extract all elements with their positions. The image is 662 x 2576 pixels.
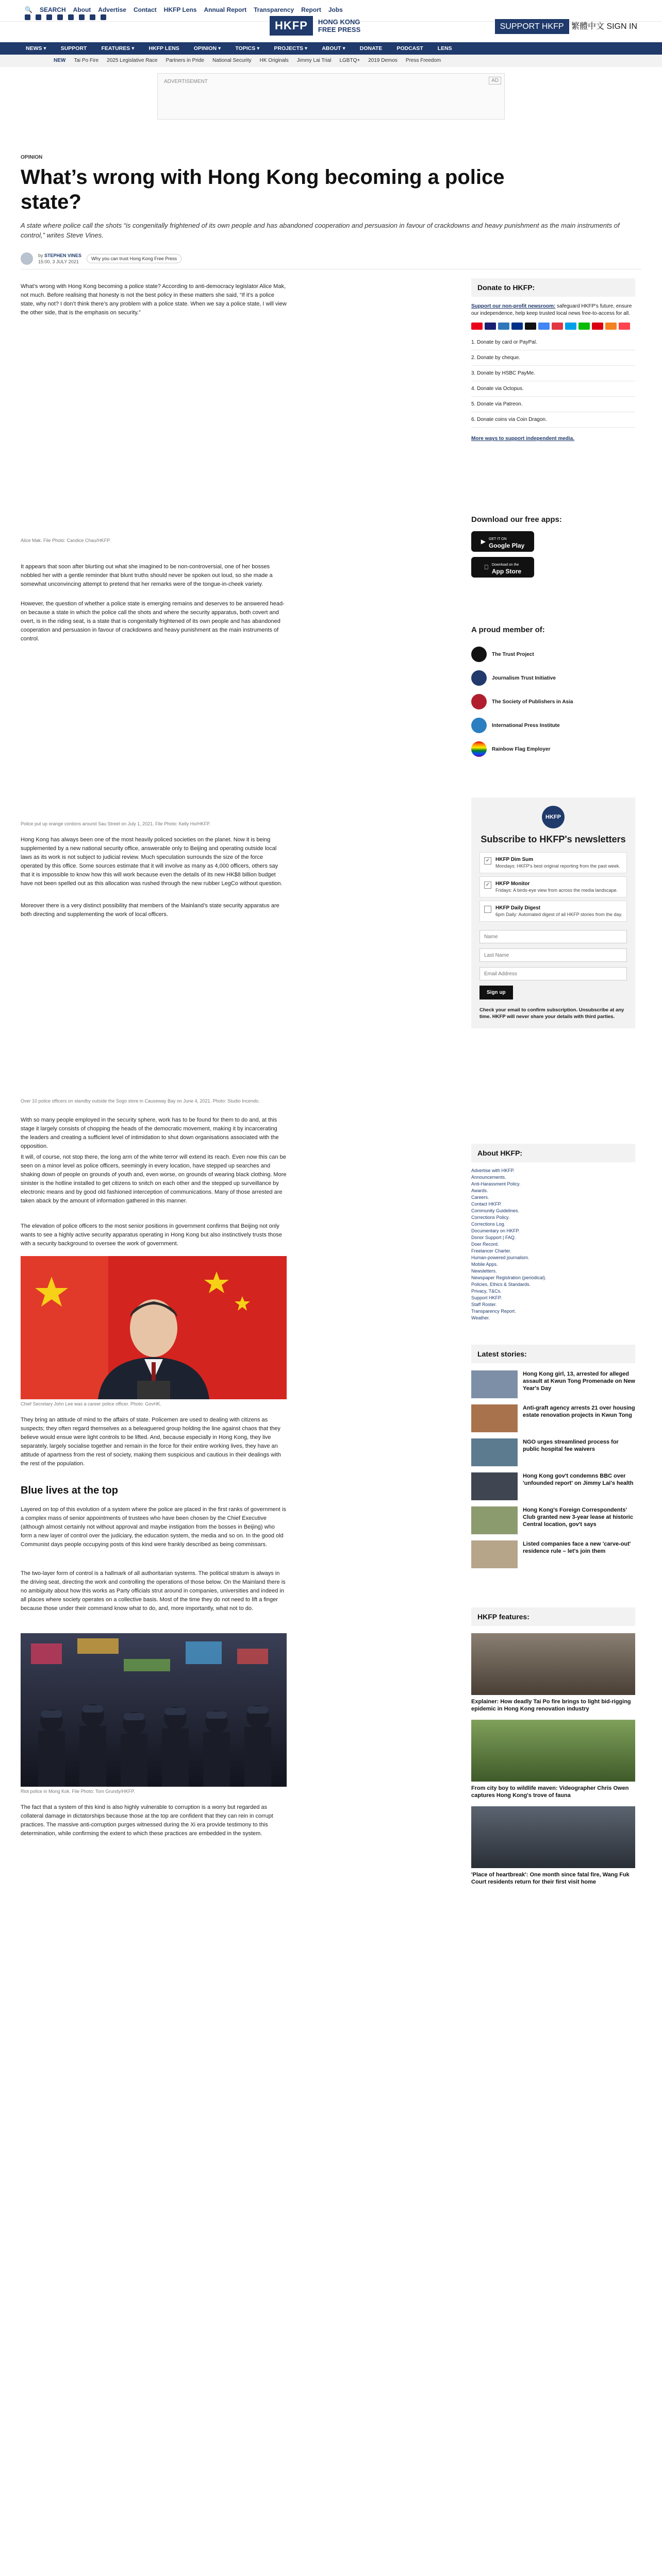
utility-link-annual-report[interactable]: Annual Report — [204, 6, 247, 13]
article-paragraph: The elevation of police officers to the most senior positions in government confirms that Beijing not only wants to see a highly active security apparatus operating in Hong Kong but also instinctively trusts those with a security background to oversee the work of government. — [21, 1223, 282, 1247]
story-title[interactable]: Hong Kong girl, 13, arrested for alleged assault at Kwun Tong Promenade on New Year's Day — [523, 1371, 635, 1392]
twitter-icon[interactable] — [25, 14, 30, 20]
logo-line-2: FREE PRESS — [318, 26, 361, 33]
advertisement-banner[interactable] — [157, 73, 505, 120]
photo-police-standby — [21, 928, 287, 1096]
byline-by: by — [38, 253, 43, 258]
apple-pay-icon — [525, 323, 536, 330]
unionpay-icon — [552, 323, 563, 330]
nav-about[interactable]: ABOUT ▾ — [322, 45, 345, 52]
newsletter-note: Check your email to confirm subscription. Unsubscribe at any time. HKFP will never share your details with third parties. — [479, 1007, 624, 1020]
story-thumbnail — [471, 1404, 518, 1432]
trust-project-icon — [471, 647, 487, 662]
article-paragraph: Moreover there is a very distinct possibility that members of the Mainland’s state security apparatus are both directing and supplementing the work of local officers. — [21, 903, 279, 918]
newsletter-desc: Fridays: A birds-eye view from across the media landscape. — [495, 888, 618, 893]
photo-caption: Police put up orange cordons around Sau Street on July 1, 2021. File Photo: Kelly Ho/HKFP. — [21, 821, 211, 826]
latest-story[interactable] — [471, 1506, 635, 1534]
about-link[interactable]: Mobile Apps. — [471, 1262, 498, 1267]
newsletter-option-monitor[interactable] — [479, 876, 627, 897]
instagram-icon[interactable] — [46, 14, 52, 20]
member-name: The Trust Project — [492, 651, 534, 657]
octopus-icon — [605, 323, 617, 330]
donate-option[interactable]: 2. Donate by cheque. — [471, 350, 635, 366]
photo-caption: Alice Mak. File Photo: Candice Chau/HKFP. — [21, 538, 111, 543]
member-rainbow[interactable] — [471, 737, 635, 761]
article-paragraph: They bring an attitude of mind to the affairs of state. Policemen are used to dealing with citizens as suspects; they often regard themselves as a beleaguered group holding the line against chaos that they believe would ensue were light controls to be lifted. And, because especially in Hong Kong, they live separately, largely socialise together and remain in the force for their entire working lives, they have an attitude of apartness from the rest of society, making them suspicious and cautious in their dealings with the rest of the population. — [21, 1417, 281, 1467]
checkbox[interactable] — [484, 906, 491, 913]
nav-features[interactable]: FEATURES ▾ — [101, 45, 135, 52]
newsletter-name: HKFP Dim Sum — [495, 857, 534, 862]
mastercard-icon — [471, 323, 483, 330]
donate-intro-text: safeguard HKFP's future, ensure our independence, help keep trusted local news free-to-access for all. — [471, 303, 632, 316]
latest-story[interactable] — [471, 1540, 635, 1568]
article-paragraph: It will, of course, not stop there, the long arm of the white terror will extend its reach. Even now this can be seen on a minor level as police officers, seemingly in every location, have stepped up searches and shaking down of people on grounds of youth and, even worse, on grounds of wearing black clothing. More sinister is the hotline installed to get citizens to snitch on each other and the stepped up surveillance by electronic means and by good old fashioned interception of communications. Many of those arrested are taken aback by the amount of information gathered in this manner. — [21, 1154, 287, 1204]
about-link[interactable]: Doer Record. — [471, 1242, 499, 1247]
member-ipi[interactable] — [471, 714, 635, 737]
nav-projects[interactable]: PROJECTS ▾ — [274, 45, 308, 52]
app-store-text — [489, 561, 521, 575]
features-heading: HKFP features: — [471, 1607, 635, 1626]
google-play-small: GET IT ON — [488, 537, 507, 541]
search-icon[interactable]: 🔍 — [25, 6, 32, 13]
about-widget — [471, 1144, 635, 1321]
utility-link-advertise[interactable]: Advertise — [98, 6, 126, 13]
about-link[interactable]: Human-powered journalism. — [471, 1255, 529, 1260]
trending-label: NEW — [54, 58, 66, 63]
member-sopa[interactable] — [471, 690, 635, 714]
member-name: Rainbow Flag Employer — [492, 746, 551, 752]
about-heading: About HKFP: — [471, 1144, 635, 1162]
rainbow-flag-icon — [471, 741, 487, 757]
ad-tag: AD — [489, 77, 501, 84]
apps-widget — [471, 515, 635, 578]
utility-link-transparency[interactable]: Transparency — [254, 6, 294, 13]
latest-story[interactable] — [471, 1438, 635, 1466]
photo-alice-mak-art — [21, 326, 287, 544]
newsletter-widget — [471, 798, 635, 1028]
nav-donate[interactable]: DONATE — [359, 45, 383, 52]
ad-label: ADVERTISEMENT — [164, 79, 208, 84]
story-thumbnail — [471, 1506, 518, 1534]
newsletter-logo — [479, 806, 627, 828]
newsletter-name: HKFP Monitor — [495, 881, 530, 887]
linkedin-icon[interactable] — [68, 14, 74, 20]
about-link[interactable]: Support HKFP. — [471, 1295, 502, 1300]
checkbox[interactable]: ✓ — [484, 857, 491, 865]
payme-icon — [592, 323, 603, 330]
about-link[interactable]: Community Guidelines. — [471, 1208, 520, 1213]
nav-news[interactable]: NEWS ▾ — [26, 45, 46, 52]
nav-podcast[interactable]: PODCAST — [396, 45, 423, 52]
about-link[interactable]: Weather. — [471, 1315, 490, 1320]
about-link[interactable]: Contact HKFP. — [471, 1201, 502, 1207]
donate-option[interactable]: 5. Donate via Patreon. — [471, 397, 635, 412]
article-paragraph: Hong Kong has always been one of the most heavily policed societies on the planet. Now it is being supplemented by a new national security office, answerable only to Beijing and operating outside local laws as its work is not subject to judicial review. Much speculation surrounds the size of the force operated by this office. Some sources estimate that it will involve as many as 4,000 officers, others say that it is impossible to know how this will work because even the details of its new HK$8 billion budget have not been spelled out as this allocation was rushed through the new rubber LegCo without question. — [21, 837, 283, 887]
story-thumbnail — [471, 1472, 518, 1500]
apps-heading: Download our free apps: — [471, 515, 562, 524]
youtube-icon[interactable] — [57, 14, 63, 20]
trending-link[interactable]: HK Originals — [259, 58, 289, 63]
trending-link[interactable]: 2025 Legislative Race — [107, 58, 158, 63]
about-link[interactable]: Donor Support | FAQ. — [471, 1235, 516, 1240]
alipay-icon — [565, 323, 576, 330]
photo-caption: Riot police in Mong Kok. File Photo: Tom Grundy/HKFP. — [21, 1789, 135, 1794]
photo-caption: Chief Secretary John Lee was a career police officer. Photo: GovHK. — [21, 1401, 161, 1406]
play-icon: ▶ — [481, 538, 486, 545]
nav-hkfp-lens[interactable]: HKFP LENS — [148, 45, 179, 52]
nav-opinion[interactable]: OPINION ▾ — [193, 45, 221, 52]
checkbox[interactable]: ✓ — [484, 882, 491, 889]
utility-link-contact[interactable]: Contact — [133, 6, 157, 13]
about-link[interactable]: Policies, Ethics & Standards. — [471, 1282, 531, 1287]
utility-link-about[interactable]: About — [73, 6, 91, 13]
about-link[interactable]: Awards. — [471, 1188, 488, 1193]
newsletter-option-daily-digest[interactable] — [479, 901, 627, 922]
about-link[interactable]: Corrections Policy. — [471, 1215, 510, 1220]
last-name-field[interactable] — [479, 948, 627, 962]
feature-title[interactable]: Explainer: How deadly Tai Po fire brings to light bid-rigging epidemic in Hong Kong renovation industry — [471, 1699, 631, 1712]
mastodon-icon[interactable] — [90, 14, 95, 20]
logo-line-1: HONG KONG — [318, 18, 360, 26]
support-button[interactable]: SUPPORT HKFP — [495, 19, 569, 34]
main-nav — [0, 42, 662, 55]
email-field[interactable] — [479, 967, 627, 980]
sign-in-link[interactable]: SIGN IN — [606, 22, 637, 31]
donate-options — [471, 335, 635, 428]
trending-link[interactable]: LGBTQ+ — [339, 58, 360, 63]
about-link[interactable]: Transparency Report. — [471, 1309, 516, 1314]
about-link[interactable]: Anti-Harassment Policy. — [471, 1181, 521, 1187]
about-link[interactable]: Privacy, T&Cs. — [471, 1289, 502, 1294]
donate-intro — [471, 303, 635, 317]
photo-john-lee-art — [21, 1256, 287, 1399]
photo-riot-police — [21, 1633, 287, 1787]
about-link[interactable]: Staff Roster. — [471, 1302, 497, 1307]
patreon-icon — [619, 323, 630, 330]
member-jti[interactable] — [471, 666, 635, 690]
photo-alice-mak — [21, 326, 287, 544]
donate-widget — [471, 278, 635, 442]
trending-link[interactable]: 2019 Demos — [368, 58, 398, 63]
search-link[interactable]: SEARCH — [39, 6, 66, 13]
trending-link[interactable]: National Security — [212, 58, 252, 63]
article-subhead: Blue lives at the top — [21, 1485, 118, 1496]
photo-riot-police-art — [21, 1633, 287, 1787]
signup-button[interactable]: Sign up — [479, 986, 513, 999]
article-paragraph: Layered on top of this evolution of a system where the police are placed in the first ranks of government is a complex mass of senior appointments of trustees who have been chosen by the Chief Executive (although almost certainly not without approval and maybe instigation from the bosses in Beijing) who form a new layer of control over the judiciary, the education system, the media and so on. In the good old Communist days people occupying posts of this kind were frankly described as being commissars. — [21, 1506, 286, 1548]
rss-icon[interactable] — [101, 14, 106, 20]
latest-story[interactable] — [471, 1370, 635, 1398]
about-link[interactable]: Announcements. — [471, 1175, 506, 1180]
about-link[interactable]: Newspaper Registration (periodical). — [471, 1275, 547, 1280]
site-logo[interactable] — [270, 14, 392, 37]
about-link[interactable]: Corrections Log. — [471, 1222, 506, 1227]
app-store-label: App Store — [489, 567, 519, 575]
visa-icon — [485, 323, 496, 330]
utility-link-lens[interactable]: HKFP Lens — [163, 6, 197, 13]
trending-link[interactable]: Tai Po Fire — [74, 58, 99, 63]
donate-option[interactable]: 3. Donate by HSBC PayMe. — [471, 366, 635, 381]
google-play-text — [489, 535, 524, 549]
latest-story[interactable] — [471, 1404, 635, 1432]
about-links — [471, 1167, 635, 1321]
trending-link[interactable]: Jimmy Lai Trial — [296, 58, 332, 63]
paypal-icon — [511, 323, 523, 330]
hkfp-badge: HKFP — [542, 806, 565, 828]
name-field[interactable] — [479, 930, 627, 943]
trust-badge[interactable]: Why you can trust Hong Kong Free Press — [87, 254, 181, 263]
language-link[interactable]: 繁體中文 — [571, 22, 604, 31]
author-avatar — [21, 252, 33, 265]
member-name: The Society of Publishers in Asia — [492, 699, 573, 705]
app-store-small: Download on the — [489, 563, 517, 567]
utility-link-report[interactable]: Report — [301, 6, 321, 13]
about-link[interactable]: Newsletters. — [471, 1268, 497, 1274]
story-title[interactable]: Hong Kong's Foreign Correspondents' Club granted new 3-year lease at historic Central location, gov't says — [523, 1507, 633, 1528]
donate-option[interactable]: 4. Donate via Octopus. — [471, 381, 635, 397]
byline-text — [38, 252, 81, 265]
story-title[interactable]: Anti-graft agency arrests 21 over housing estate renovation projects in Kwun Tong — [523, 1405, 635, 1418]
article-paragraph: The two-layer form of control is a hallmark of all authoritarian systems. The political stratum is always in the driving seat, directing the work and controlling the operations of those below. On the Mainland there is no ambiguity about how this works as Party officials strut around in companies, universities and indeed in all places where society operates on a collective basis. Most of the time they do not need to lift a finger because those under their command know what to do, and, more importantly, what not to do. — [21, 1570, 286, 1612]
trending-bar — [0, 55, 662, 67]
newsletter-desc: Mondays: HKFP's best original reporting from the past week. — [495, 863, 620, 869]
donate-option[interactable]: 6. Donate coins via Coin Dragon. — [471, 412, 635, 428]
more-ways-link[interactable]: More ways to support independent media. — [471, 436, 575, 442]
latest-story[interactable] — [471, 1472, 635, 1500]
photo-police-standby-art — [21, 928, 287, 1096]
story-title[interactable]: Listed companies face a new 'carve-out' residence rule – let's join them — [523, 1541, 631, 1554]
member-name: Journalism Trust Initiative — [492, 675, 556, 681]
app-store-button[interactable] — [471, 557, 534, 578]
newsletter-name: HKFP Daily Digest — [495, 905, 541, 911]
google-pay-icon — [538, 323, 550, 330]
nav-topics[interactable]: TOPICS ▾ — [235, 45, 260, 52]
latest-heading: Latest stories: — [471, 1345, 635, 1363]
article-paragraph: However, the question of whether a police state is emerging remains and deserves to be answered head-on because a state in which the police call the shots and where the security apparatus, both covert and overt, is in the riding seat, is a state that is congenitally frightened of its own people and has abandoned cooperation and persuasion in favour of crackdowns and heavy punishment as the main instruments of control. — [21, 601, 285, 642]
story-thumbnail — [471, 1540, 518, 1568]
photo-police-cordons — [21, 664, 287, 818]
telegram-icon[interactable] — [79, 14, 85, 20]
feature-title[interactable]: From city boy to wildlife maven: Videographer Chris Owen captures Hong Kong's trove of fauna — [471, 1785, 629, 1799]
feature-image — [471, 1806, 635, 1868]
publish-date: 15:00, 3 JULY 2021 — [38, 259, 79, 264]
newsletter-option-dim-sum[interactable] — [479, 852, 627, 873]
feature-story[interactable] — [471, 1633, 635, 1713]
jti-icon — [471, 670, 487, 686]
article-paragraph: With so many people employed in the security sphere, work has to be found for them to do and, at this stage it largely consists of chopping the heads of the democratic movement, making it by incarcerating the leaders and creating a sufficient level of intimidation to shut down organisations associated with the opposition. — [21, 1117, 279, 1149]
author-name[interactable]: STEPHEN VINES — [44, 253, 82, 258]
article-paragraph: What’s wrong with Hong Kong becoming a police state? According to anti-democracy legislator Alice Mak, not much. Before realising that honesty is not the best policy in these matters she said, “If it’s a police state, why not? I don’t think there’s any problem with a police state. When we say a police state, I will view the other side, that is the emphasis on security.” — [21, 283, 287, 316]
article-standfirst: A state where police call the shots “is congenitally frightened of its own people and has abandoned cooperation and persuasion in favour of crackdowns and heavy punishment as the main instruments of control,” writes Steve Vines. — [21, 222, 620, 239]
member-trust-project[interactable] — [471, 642, 635, 666]
header-actions — [495, 20, 637, 31]
article-title: What’s wrong with Hong Kong becoming a police state? — [21, 166, 505, 213]
byline — [21, 252, 181, 265]
trending-link[interactable]: Press Freedom — [405, 58, 441, 63]
payment-methods — [471, 323, 635, 330]
photo-police-cordons-art — [21, 664, 287, 818]
feature-title[interactable]: 'Place of heartbreak': One month since fatal fire, Wang Fuk Court residents return for their first visit home — [471, 1872, 630, 1885]
trending-link[interactable]: Partners in Pride — [166, 58, 205, 63]
section-label[interactable]: OPINION — [21, 155, 43, 160]
nav-support[interactable]: SUPPORT — [60, 45, 87, 52]
features-widget — [471, 1607, 635, 1893]
feature-image — [471, 1720, 635, 1782]
photo-caption: Over 10 police officers on standby outside the Sogo store in Causeway Bay on June 4, 2021. Photo: Studio Incendo. — [21, 1098, 260, 1104]
members-heading: A proud member of: — [471, 625, 545, 634]
nav-lens[interactable]: LENS — [437, 45, 452, 52]
logo-name — [318, 18, 360, 33]
latest-stories-widget — [471, 1345, 635, 1574]
about-link[interactable]: Freelancer Charter. — [471, 1248, 511, 1253]
feature-image — [471, 1633, 635, 1695]
newsletter-heading: Subscribe to HKFP's newsletters — [481, 834, 626, 844]
story-thumbnail — [471, 1438, 518, 1466]
social-icons — [25, 14, 106, 20]
newsletter-desc: 6pm Daily: Automated digest of all HKFP stories from the day. — [495, 912, 622, 917]
facebook-icon[interactable] — [36, 14, 41, 20]
donate-intro-link[interactable]: Support our non-profit newsroom: — [471, 303, 556, 309]
wechat-pay-icon — [578, 323, 590, 330]
google-play-label: Google Play — [488, 541, 525, 549]
story-thumbnail — [471, 1370, 518, 1398]
photo-john-lee — [21, 1256, 287, 1399]
story-title[interactable]: Hong Kong gov't condemns BBC over 'unfounded report' on Jimmy Lai's health — [523, 1473, 634, 1486]
article-paragraph: The fact that a system of this kind is also highly vulnerable to corruption is a worry but regarded as collateral damage in dictatorships because those at the top are confident that they can rein in corrupt practices. The massive anti-corruption purges witnessed during the Xi era provide testimony to this determination, while confirming the extent to which these practices are embedded in the system. — [21, 1804, 273, 1837]
utility-link-jobs[interactable]: Jobs — [328, 6, 343, 13]
about-link[interactable]: Careers. — [471, 1195, 489, 1200]
google-play-button[interactable] — [471, 531, 534, 552]
story-title[interactable]: NGO urges streamlined process for public hospital fee waivers — [523, 1439, 619, 1452]
feature-story[interactable] — [471, 1720, 635, 1799]
members-widget — [471, 625, 635, 761]
about-link[interactable]: Documentary on HKFP. — [471, 1228, 520, 1233]
feature-story[interactable] — [471, 1806, 635, 1886]
apple-icon — [484, 564, 489, 571]
article-paragraph: It appears that soon after blurting out what she imagined to be non-controversial, one of her bosses nobbled her with a gentle reminder that blunt truths should never be spoken out loud, so she made a somewhat unconvincing attempt to pretend that her remarks were of the tongue-in-cheek variety. — [21, 564, 273, 587]
ipi-icon — [471, 718, 487, 733]
amex-icon — [498, 323, 509, 330]
donate-heading: Donate to HKFP: — [471, 278, 635, 297]
about-link[interactable]: Advertise with HKFP. — [471, 1168, 515, 1173]
utility-links — [25, 6, 343, 13]
donate-option[interactable]: 1. Donate by card or PayPal. — [471, 335, 635, 350]
logo-mark: HKFP — [270, 16, 313, 36]
sopa-icon — [471, 694, 487, 709]
member-name: International Press Institute — [492, 722, 560, 728]
